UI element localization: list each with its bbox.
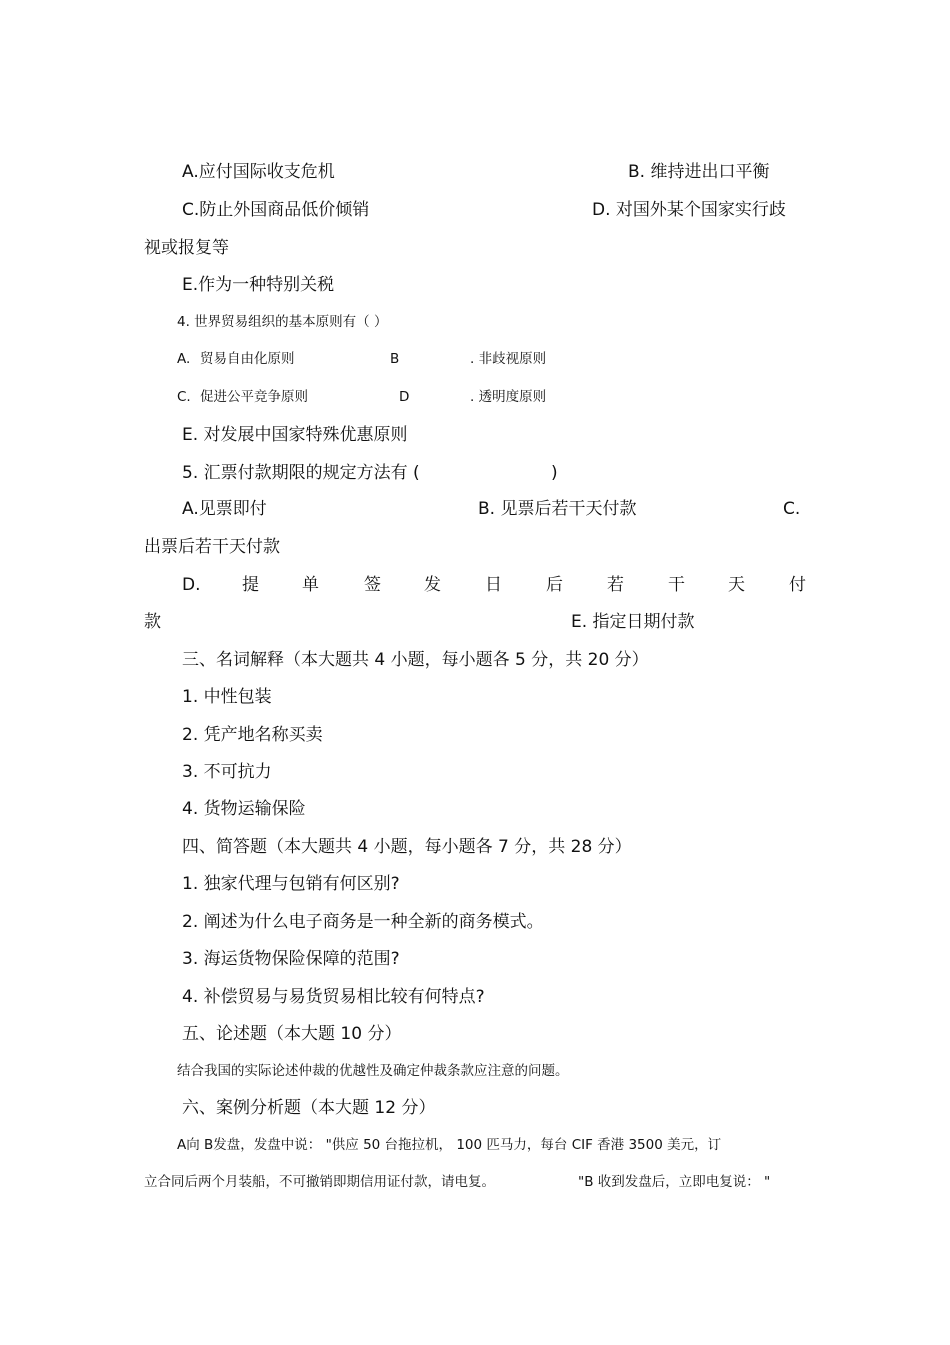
q4-option-a-text: 贸易自由化原则: [200, 351, 295, 367]
q3-option-d-continued: 视或报复等: [144, 238, 229, 258]
section4-item: 3. 海运货物保险保障的范围?: [182, 949, 400, 969]
section4-heading: 四、简答题（本大题共 4 小题，每小题各 7 分，共 28 分）: [182, 837, 632, 857]
q3-option-e: E.作为一种特别关税: [182, 275, 335, 295]
q5-option-d-continued: 款: [144, 612, 161, 632]
q5-option-c-continued: 出票后若干天付款: [144, 537, 280, 557]
q5-option-d-char: 单: [302, 575, 319, 595]
q4-option-c-letter: C.: [177, 389, 191, 405]
q4-option-b-text: . 非歧视原则: [470, 351, 547, 367]
section4-item: 4. 补偿贸易与易货贸易相比较有何特点?: [182, 987, 485, 1007]
section5-body: 结合我国的实际论述仲裁的优越性及确定仲裁条款应注意的问题。: [177, 1063, 569, 1079]
section3-item: 2. 凭产地名称买卖: [182, 725, 323, 745]
q5-option-b: B. 见票后若干天付款: [478, 499, 637, 519]
q4-option-b-letter: B: [390, 351, 400, 367]
section3-item: 1. 中性包装: [182, 687, 272, 707]
q5-option-e: E. 指定日期付款: [571, 612, 695, 632]
section5-heading: 五、论述题（本大题 10 分）: [182, 1024, 402, 1044]
section3-item: 3. 不可抗力: [182, 762, 272, 782]
q5-stem-close: ): [551, 463, 558, 483]
q5-option-d-char: 付: [789, 575, 806, 595]
q3-option-d: D. 对国外某个国家实行歧: [592, 200, 786, 220]
q5-stem: 5. 汇票付款期限的规定方法有 (: [182, 463, 420, 483]
q5-option-d-char: 干: [668, 575, 685, 595]
section6-body-line2-quote: "B 收到发盘后，立即电复说： ": [578, 1174, 771, 1190]
q3-option-c: C.防止外国商品低价倾销: [182, 200, 370, 220]
q3-option-a: A.应付国际收支危机: [182, 162, 335, 182]
q5-option-a: A.见票即付: [182, 499, 267, 519]
section4-item: 1. 独家代理与包销有何区别?: [182, 874, 400, 894]
q4-option-d-letter: D: [399, 389, 410, 405]
q4-stem: 4. 世界贸易组织的基本原则有（ ）: [177, 314, 388, 330]
section6-body-line1: A向 B发盘，发盘中说： "供应 50 台拖拉机， 100 匹马力，每台 CIF 香港 3500 美元，订: [177, 1137, 722, 1153]
section3-item: 4. 货物运输保险: [182, 799, 306, 819]
q4-option-c-text: 促进公平竞争原则: [200, 389, 308, 405]
q5-option-d-char: 后: [546, 575, 563, 595]
q3-option-b: B. 维持进出口平衡: [628, 162, 770, 182]
q4-option-a-letter: A.: [177, 351, 191, 367]
q5-option-d-char: 签: [364, 575, 381, 595]
q5-option-c-letter: C.: [783, 499, 801, 519]
q5-option-d-char: 日: [485, 575, 502, 595]
section6-heading: 六、案例分析题（本大题 12 分）: [182, 1098, 436, 1118]
section3-heading: 三、名词解释（本大题共 4 小题，每小题各 5 分，共 20 分）: [182, 650, 649, 670]
q5-option-d-char: 提: [242, 575, 259, 595]
section6-body-line2: 立合同后两个月装船，不可撤销即期信用证付款，请电复。: [144, 1174, 495, 1190]
q5-option-d-char: D.: [182, 575, 201, 595]
section4-item: 2. 阐述为什么电子商务是一种全新的商务模式。: [182, 912, 544, 932]
q4-option-d-text: . 透明度原则: [470, 389, 547, 405]
q5-option-d-char: 若: [607, 575, 624, 595]
q4-option-e: E. 对发展中国家特殊优惠原则: [182, 425, 408, 445]
q5-option-d-char: 天: [728, 575, 745, 595]
q5-option-d-char: 发: [424, 575, 441, 595]
